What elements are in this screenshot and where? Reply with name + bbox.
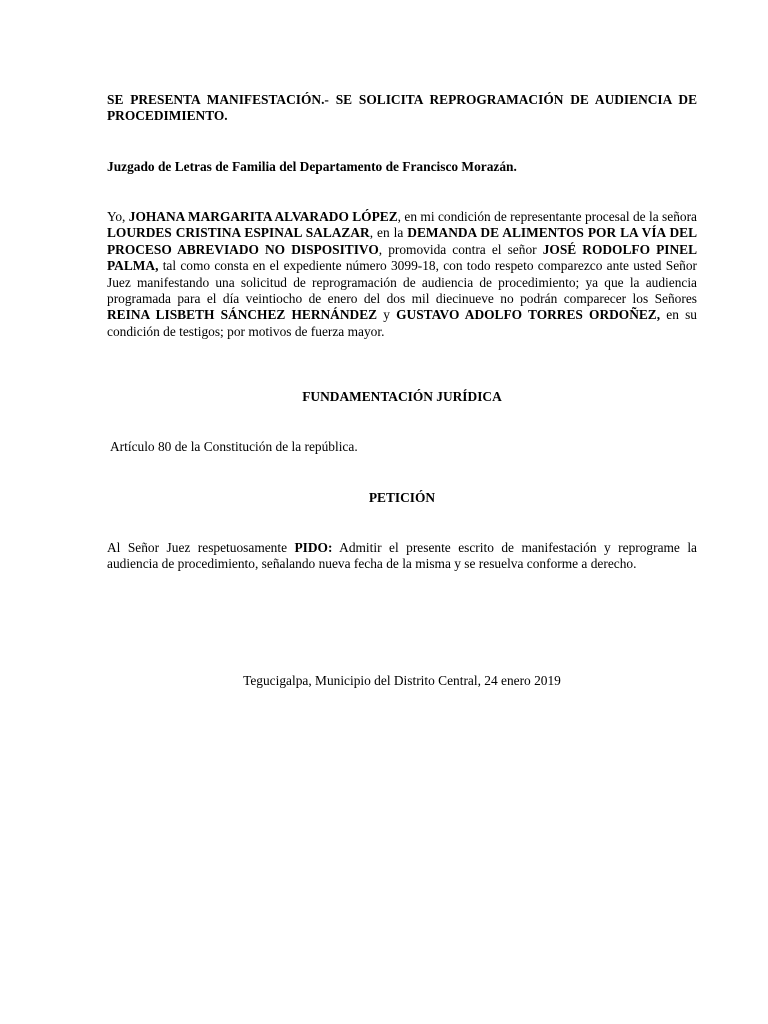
intro-text: , en mi condición de representante procesal de la señora xyxy=(397,209,697,224)
petition-text: Admitir el presente escrito de manifestación y reprograme la audiencia de procedimiento, señalando nueva fecha de la misma y se resuelva conforme a derecho. xyxy=(107,540,697,572)
petition-keyword: PIDO: xyxy=(294,540,333,555)
intro-text: , en la xyxy=(369,225,408,241)
intro-text: y xyxy=(377,307,397,323)
lawsuit-type: DEMANDA DE ALIMENTOS POR LA VÍA DEL PROCESO ABREVIADO NO DISPOSITIVO xyxy=(107,225,697,257)
article-reference: Artículo 80 de la Constitución de la república. xyxy=(110,439,358,454)
witness-name: GUSTAVO ADOLFO TORRES ORDOÑEZ, xyxy=(396,307,661,323)
intro-text: tal como consta en el expediente número 3099-18, con todo respeto comparezco ante usted Señor Juez manifestando una solicitud de reprogramación de audiencia de procedimiento; ya que la audiencia programada para el día veintiocho de enero del dos mil diecinueve no podrán comparecer los Señores xyxy=(107,258,697,307)
place-and-date: Tegucigalpa, Municipio del Distrito Central, 24 enero 2019 xyxy=(243,673,561,688)
petition-paragraph xyxy=(107,540,697,573)
peticion-heading: PETICIÓN xyxy=(368,490,436,505)
represented-name: LOURDES CRISTINA ESPINAL SALAZAR xyxy=(107,225,370,241)
witness-name: REINA LISBETH SÁNCHEZ HERNÁNDEZ xyxy=(107,307,378,323)
fundamentacion-heading: FUNDAMENTACIÓN JURÍDICA xyxy=(302,389,502,404)
intro-text: en su condición de testigos; por motivos de fuerza mayor. xyxy=(107,307,698,339)
representative-name: JOHANA MARGARITA ALVARADO LÓPEZ xyxy=(128,209,398,224)
petition-text: Al Señor Juez respetuosamente xyxy=(107,540,295,555)
intro-text: , promovida contra el señor xyxy=(378,241,543,257)
court-name: Juzgado de Letras de Familia del Departamento de Francisco Morazán. xyxy=(107,159,517,174)
document-title: SE PRESENTA MANIFESTACIÓN.- SE SOLICITA REPROGRAMACIÓN DE AUDIENCIA DE PROCEDIMIENTO. xyxy=(107,92,697,124)
intro-text: Yo, xyxy=(107,209,129,224)
intro-paragraph xyxy=(107,209,697,340)
defendant-name: JOSÉ RODOLFO PINEL PALMA, xyxy=(107,241,697,274)
